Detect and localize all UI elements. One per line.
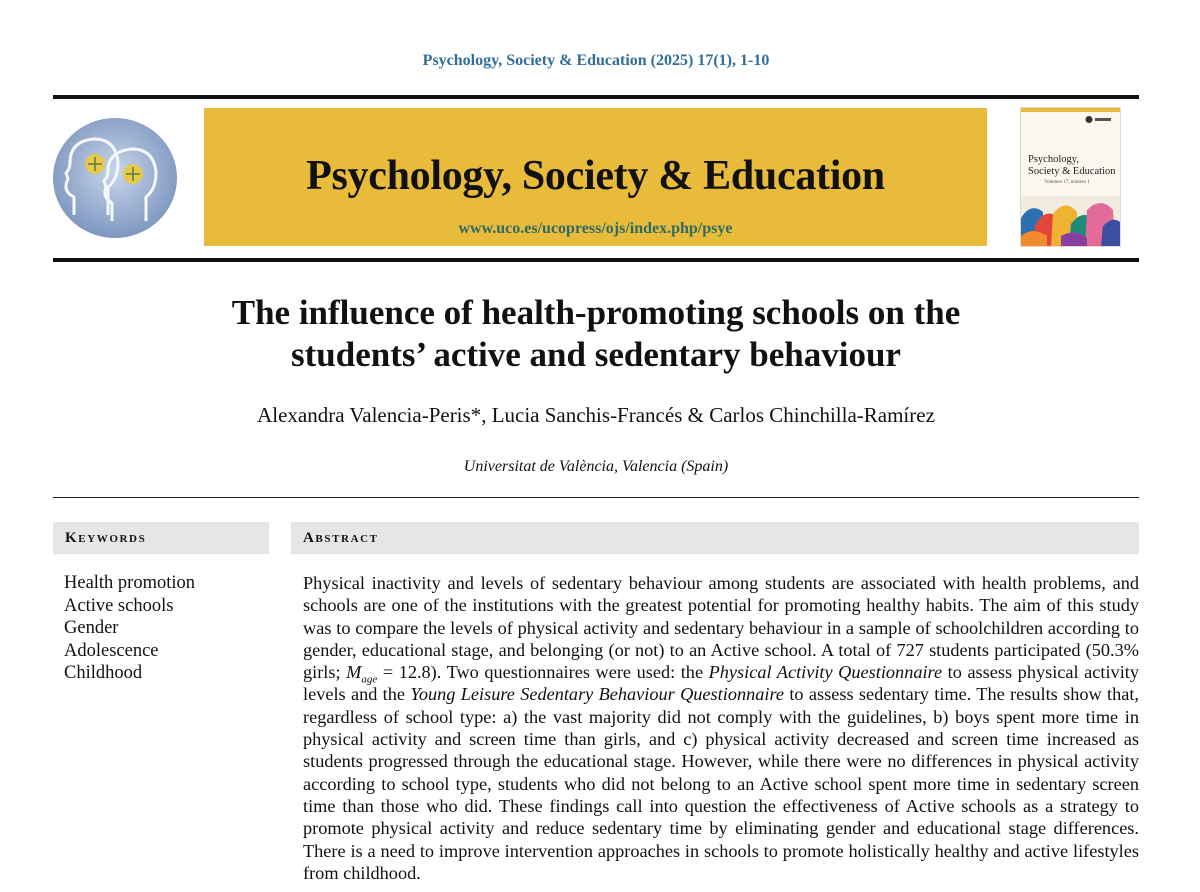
mean-age-symbol: M [346,662,362,683]
abstract-segment: Physical inactivity and levels of sedentary behaviour among students are associated with health problems, and schools are one of the institutions with the greatest potential for promoting healthy habits. The aim of this study was to compare the levels of physical activity and sedentary behaviour in a sample of schoolchildren according to gender, educational stage, and belonging (or not) to an Active school. A total of 727 students participated (50.3% girls; [303,573,1139,683]
cover-illustration [1021,196,1120,246]
journal-url-link[interactable]: www.uco.es/ucopress/ojs/index.php/psye [458,220,733,237]
keyword-item: Health promotion [64,573,196,593]
abstract-segment: to assess physical activity levels and the [303,662,1139,705]
author-affiliation: Universitat de València, Valencia (Spain) [463,458,729,475]
cover-top-bar [1021,108,1120,112]
abstract-text [303,572,1139,884]
article-title [0,292,1192,376]
cover-title-line-2: Society & Education [1028,166,1116,177]
questionnaire-name: Physical Activity Questionnaire [708,662,943,683]
abstract-heading: Abstract [291,522,1139,554]
keywords-heading: Keywords [53,522,269,554]
publisher-logo-icon [1085,115,1113,124]
journal-cover-thumbnail [1021,108,1120,246]
article-title-line-1: The influence of health-promoting schools on the [231,293,961,332]
header-bottom-rule [53,258,1139,262]
article-authors: Alexandra Valencia-Peris*, Lucia Sanchis-Francés & Carlos Chinchilla-Ramírez [257,403,935,427]
abstract-segment: to assess sedentary time. The results show that, regardless of school type: a) the vast majority did not comply with the guidelines, b) boys spent more time in physical activity and screen time than girls, and c) physical activity decreased and screen time increased as students progressed through the educational stage. However, while there were no differences in physical activity according to school type, students who did not belong to an Active school spent more time in sedentary screen time than those who did. These findings call into question the effectiveness of Active schools as a strategy to promote physical activity and reduce sedentary time by eliminating gender and educational stage differences. There is a need to improve intervention approaches in schools to promote holistically healthy and active lifestyles from childhood. [303,684,1139,883]
journal-citation: Psychology, Society & Education (2025) 17(1), 1-10 [422,52,770,69]
keywords-list [64,572,195,685]
keyword-item: Childhood [64,663,143,683]
abstract-segment: = 12.8). Two questionnaires were used: the [377,662,709,683]
journal-banner [204,108,987,246]
journal-logo [52,117,178,239]
keyword-item: Gender [64,618,119,638]
section-divider [53,497,1139,498]
banner-journal-title: Psychology, Society & Education [306,153,885,199]
cover-title [1028,154,1115,178]
keyword-item: Active schools [64,595,174,616]
article-title-line-2: students’ active and sedentary behaviour [291,335,901,374]
header-top-rule [53,95,1139,99]
mean-age-subscript: age [361,673,378,686]
keyword-item: Adolescence [64,640,159,661]
cover-volume: Volumen 17, número 1 [1044,180,1090,185]
cover-title-line-1: Psychology, [1028,154,1079,165]
questionnaire-name: Young Leisure Sedentary Behaviour Questionnaire [410,684,785,705]
